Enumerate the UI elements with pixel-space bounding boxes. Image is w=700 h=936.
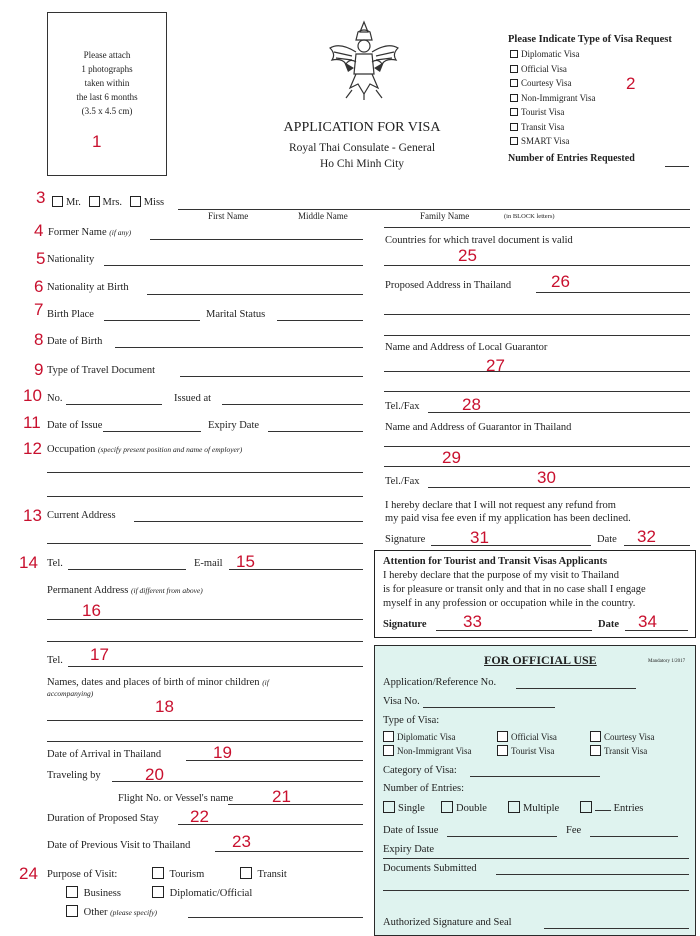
former-name-label: [48, 227, 131, 238]
checkbox-mr[interactable]: [52, 196, 63, 207]
purpose-transit[interactable]: [240, 867, 287, 880]
label-note: (if different from above): [131, 586, 203, 595]
official-expiry-label: Expiry Date: [383, 844, 435, 855]
entries-custom[interactable]: [580, 801, 643, 814]
attention-line-2: is for pleasure or transit only and that in no case shall I engage: [383, 584, 646, 595]
official-type-non-immigrant[interactable]: [383, 745, 472, 756]
checkbox-icon[interactable]: [383, 731, 394, 742]
checkbox-icon[interactable]: [590, 745, 601, 756]
marker-17: 17: [90, 645, 109, 664]
option-label: Entries: [613, 803, 644, 814]
official-date-issue-field[interactable]: [447, 836, 557, 837]
checkbox-icon[interactable]: [510, 137, 518, 145]
visa-option-courtesy[interactable]: [510, 76, 596, 91]
official-type-courtesy[interactable]: [590, 731, 655, 742]
entries-multiple[interactable]: [508, 801, 559, 814]
checkbox-icon[interactable]: [240, 867, 252, 879]
travel-doc-field[interactable]: [180, 376, 363, 377]
label-note: (if any): [109, 228, 132, 237]
children-field-1[interactable]: [47, 720, 363, 721]
purpose-tourism[interactable]: [152, 867, 204, 880]
marker-6: 6: [34, 277, 44, 296]
marital-status-label: Marital Status: [206, 309, 266, 320]
marker-1: 1: [92, 132, 102, 151]
checkbox-icon[interactable]: [508, 801, 520, 813]
attention-date-field[interactable]: [625, 630, 688, 631]
flight-label: Flight No. or Vessel's name: [118, 793, 234, 804]
checkbox-icon[interactable]: [510, 94, 518, 102]
proposed-address-field-2[interactable]: [384, 314, 690, 315]
marker-13: 13: [23, 506, 42, 525]
option-label: Double: [456, 803, 487, 814]
nationality-birth-label: Nationality at Birth: [47, 282, 129, 293]
tel2-field[interactable]: [68, 666, 363, 667]
label-text: Former Name: [48, 227, 107, 238]
arrival-label: Date of Arrival in Thailand: [47, 749, 162, 760]
date-of-birth-field[interactable]: [115, 347, 363, 348]
marker-2: 2: [626, 74, 636, 93]
title-mr-label: Mr.: [66, 197, 81, 208]
title-checkboxes: [52, 196, 164, 208]
marker-25: 25: [458, 246, 477, 265]
visa-option-diplomatic[interactable]: [510, 47, 596, 62]
purpose-business[interactable]: [66, 886, 121, 899]
purpose-diplomatic[interactable]: [152, 886, 252, 899]
checkbox-miss[interactable]: [130, 196, 141, 207]
documents-label: Documents Submitted: [383, 863, 477, 874]
attention-signature-label: Signature: [383, 619, 427, 630]
occupation-field-1[interactable]: [47, 472, 363, 473]
form-title: APPLICATION FOR VISA: [283, 120, 441, 135]
checkbox-icon[interactable]: [510, 108, 518, 116]
checkbox-icon[interactable]: [497, 731, 508, 742]
checkbox-icon[interactable]: [590, 731, 601, 742]
label-note: (please specify): [110, 908, 158, 917]
guarantor-thailand-field-1[interactable]: [384, 446, 690, 447]
countries-label: Countries for which travel document is valid: [385, 235, 573, 246]
option-label: Single: [398, 803, 425, 814]
checkbox-icon[interactable]: [383, 801, 395, 813]
label-note: (if: [262, 678, 269, 687]
duration-field[interactable]: [178, 824, 363, 825]
doc-number-label: No.: [47, 393, 63, 404]
official-type-tourist[interactable]: [497, 745, 554, 756]
marker-22: 22: [190, 807, 209, 826]
option-label: Courtesy Visa: [521, 78, 572, 88]
documents-field-2[interactable]: [383, 890, 689, 891]
form-subtitle-city: Ho Chi Minh City: [319, 158, 405, 170]
refund-declaration-2: my paid visa fee even if my application has been declined.: [385, 513, 631, 524]
option-label: Non-Immigrant Visa: [397, 746, 472, 756]
official-type-diplomatic[interactable]: [383, 731, 456, 742]
visa-option-non-immigrant[interactable]: [510, 91, 596, 106]
family-name-label: Family Name: [420, 211, 470, 221]
nationality-birth-field[interactable]: [147, 294, 363, 295]
marital-status-field[interactable]: [277, 320, 363, 321]
photo-line: taken within: [84, 78, 130, 88]
marker-26: 26: [551, 272, 570, 291]
date-of-birth-label: Date of Birth: [47, 336, 103, 347]
proposed-address-label: Proposed Address in Thailand: [385, 280, 512, 291]
current-address-label: Current Address: [47, 510, 116, 521]
tel-fax-label: Tel./Fax: [385, 401, 420, 412]
option-label: Official Visa: [521, 63, 567, 74]
checkbox-icon[interactable]: [66, 886, 78, 898]
checkbox-icon[interactable]: [152, 867, 164, 879]
official-type-label: Type of Visa:: [383, 715, 440, 726]
purpose-label: Purpose of Visit:: [47, 869, 118, 880]
expiry-date-label: Expiry Date: [208, 420, 260, 431]
visa-option-smart[interactable]: [510, 134, 596, 149]
marker-15: 15: [236, 552, 255, 571]
date-issue-label: Date of Issue: [47, 420, 103, 431]
marker-12: 12: [23, 439, 42, 458]
issued-at-label: Issued at: [174, 393, 212, 404]
official-date-issue-label: Date of Issue: [383, 825, 439, 836]
label-text: Names, dates and places of birth of minor children: [47, 677, 260, 688]
local-guarantor-field-2[interactable]: [384, 391, 690, 392]
photo-instructions: [47, 48, 167, 118]
official-type-transit[interactable]: [590, 745, 647, 756]
entries-requested-field[interactable]: [665, 166, 689, 167]
checkbox-icon[interactable]: [510, 79, 518, 87]
email-label: E-mail: [194, 558, 223, 569]
checkbox-icon[interactable]: [580, 801, 592, 813]
fee-field[interactable]: [590, 836, 678, 837]
fee-label: Fee: [566, 825, 582, 836]
official-type-official[interactable]: [497, 731, 557, 742]
marker-19: 19: [213, 743, 232, 762]
expiry-date-field[interactable]: [268, 431, 363, 432]
photo-line: (3.5 x 4.5 cm): [81, 106, 133, 116]
option-label: Non-Immigrant Visa: [521, 92, 596, 103]
date-label: Date: [597, 534, 617, 545]
option-label: Diplomatic Visa: [521, 49, 580, 59]
app-ref-field[interactable]: [516, 688, 636, 689]
birth-place-field[interactable]: [104, 320, 200, 321]
traveling-by-field[interactable]: [112, 781, 363, 782]
marker-21: 21: [272, 787, 291, 806]
first-name-label: First Name: [208, 211, 249, 221]
option-label: Diplomatic/Official: [169, 888, 253, 899]
label-text: Permanent Address: [47, 585, 129, 596]
marker-34: 34: [638, 612, 657, 631]
marker-5: 5: [36, 249, 46, 268]
prev-visit-label: Date of Previous Visit to Thailand: [47, 840, 191, 851]
visa-no-field[interactable]: [423, 707, 555, 708]
tel-fax2-field[interactable]: [428, 487, 690, 488]
marker-23: 23: [232, 832, 251, 851]
attention-signature-field[interactable]: [436, 630, 592, 631]
attention-heading: Attention for Tourist and Transit Visas Applicants: [383, 556, 608, 567]
local-guarantor-field-1[interactable]: [384, 371, 690, 372]
category-field[interactable]: [470, 776, 600, 777]
marker-9: 9: [34, 360, 44, 379]
prev-visit-field[interactable]: [215, 851, 363, 852]
attention-line-1: I hereby declare that the purpose of my visit to Thailand: [383, 570, 619, 581]
arrival-field[interactable]: [186, 760, 363, 761]
category-label: Category of Visa:: [383, 765, 457, 776]
checkbox-icon[interactable]: [383, 745, 394, 756]
proposed-address-field-1[interactable]: [536, 292, 690, 293]
children-label: [47, 677, 269, 688]
official-use-heading: FOR OFFICIAL USE: [484, 653, 597, 667]
documents-field-1[interactable]: [496, 874, 689, 875]
marker-14: 14: [19, 553, 38, 572]
option-label: Other: [83, 907, 108, 918]
nationality-label: Nationality: [47, 254, 95, 265]
option-label: Tourism: [169, 869, 205, 880]
option-label: Multiple: [523, 803, 560, 814]
occupation-field-2[interactable]: [47, 496, 363, 497]
tel2-label: Tel.: [47, 655, 63, 666]
option-label: Business: [83, 888, 121, 899]
official-small-code: Mandatory 1/2017: [648, 659, 686, 664]
option-label: Tourist Visa: [511, 746, 555, 756]
current-address-field-1[interactable]: [134, 521, 363, 522]
marker-16: 16: [82, 601, 101, 620]
option-label: Courtesy Visa: [604, 732, 655, 742]
permanent-address-field-1[interactable]: [47, 619, 363, 620]
form-subtitle: Royal Thai Consulate - General: [288, 142, 436, 154]
marker-11: 11: [23, 413, 41, 432]
checkbox-icon[interactable]: [497, 745, 508, 756]
guarantor-thailand-field-2[interactable]: [384, 466, 690, 467]
former-name-field[interactable]: [150, 239, 363, 240]
marker-28: 28: [462, 395, 481, 414]
tel-field[interactable]: [68, 569, 186, 570]
flight-field[interactable]: [228, 804, 363, 805]
marker-31: 31: [470, 528, 489, 547]
nationality-field[interactable]: [104, 265, 363, 266]
checkbox-mrs[interactable]: [89, 196, 100, 207]
entries-single[interactable]: [383, 801, 425, 814]
marker-33: 33: [463, 612, 482, 631]
checkbox-icon[interactable]: [510, 50, 518, 58]
countries-field[interactable]: [384, 265, 690, 266]
purpose-other[interactable]: [66, 905, 157, 918]
checkbox-icon[interactable]: [510, 65, 518, 73]
label-note: (specify present position and name of employer): [98, 445, 243, 454]
birth-place-label: Birth Place: [47, 309, 94, 320]
doc-number-field[interactable]: [66, 404, 162, 405]
label-text: Occupation: [47, 444, 96, 455]
marker-29: 29: [442, 448, 461, 467]
official-entries-label: Number of Entries:: [383, 783, 465, 794]
occupation-label: [47, 444, 242, 455]
marker-7: 7: [34, 300, 44, 319]
option-label: Tourist Visa: [521, 107, 565, 117]
auth-signature-label: Authorized Signature and Seal: [383, 917, 512, 928]
checkbox-icon[interactable]: [66, 905, 78, 917]
visa-option-official[interactable]: [510, 62, 596, 77]
title-mrs-label: Mrs.: [102, 197, 123, 208]
email-field[interactable]: [229, 569, 363, 570]
full-name-field[interactable]: [178, 209, 690, 210]
app-ref-label: Application/Reference No.: [383, 677, 497, 688]
visa-option-transit[interactable]: [510, 120, 596, 135]
refund-declaration-1: I hereby declare that I will not request any refund from: [385, 500, 616, 511]
tel-fax2-label: Tel./Fax: [385, 476, 420, 487]
guarantor-thailand-label: Name and Address of Guarantor in Thailand: [385, 422, 572, 433]
official-expiry-field[interactable]: [383, 858, 689, 859]
photo-line: 1 photographs: [81, 64, 133, 74]
attention-date-label: Date: [598, 619, 619, 630]
local-guarantor-label: Name and Address of Local Guarantor: [385, 342, 548, 353]
travel-doc-label: Type of Travel Document: [47, 365, 156, 376]
entries-requested-label: Number of Entries Requested: [508, 153, 635, 164]
date-issue-field[interactable]: [103, 431, 201, 432]
attention-line-3: myself in any profession or occupation while in the country.: [383, 598, 636, 609]
current-address-field-2[interactable]: [47, 543, 363, 544]
children-note: accompanying): [47, 689, 94, 698]
block-letters-note: (in BLOCK letters): [504, 213, 555, 220]
auth-signature-field[interactable]: [544, 928, 689, 929]
visa-no-label: Visa No.: [383, 696, 420, 707]
tel-fax-field[interactable]: [428, 412, 690, 413]
middle-name-label: Middle Name: [298, 211, 348, 221]
visa-option-tourist[interactable]: [510, 105, 596, 120]
purpose-other-field[interactable]: [188, 917, 363, 918]
visa-type-options: [510, 47, 596, 149]
option-label: Transit Visa: [604, 746, 648, 756]
photo-line: Please attach: [83, 50, 131, 60]
checkbox-icon[interactable]: [152, 886, 164, 898]
option-label: Transit Visa: [521, 121, 565, 132]
marker-30: 30: [537, 468, 556, 487]
checkbox-icon[interactable]: [441, 801, 453, 813]
children-field-2[interactable]: [47, 741, 363, 742]
title-miss-label: Miss: [143, 197, 165, 208]
marker-32: 32: [637, 527, 656, 546]
right-top-line[interactable]: [384, 227, 690, 228]
marker-20: 20: [145, 765, 164, 784]
marker-4: 4: [34, 221, 44, 240]
traveling-by-label: Traveling by: [47, 770, 101, 781]
marker-10: 10: [23, 386, 42, 405]
photo-line: the last 6 months: [76, 92, 138, 102]
duration-label: Duration of Proposed Stay: [47, 813, 159, 824]
marker-24: 24: [19, 864, 38, 883]
proposed-address-field-3[interactable]: [384, 335, 690, 336]
tel-label: Tel.: [47, 558, 63, 569]
option-label: Official Visa: [511, 732, 557, 742]
issued-at-field[interactable]: [222, 404, 363, 405]
option-label: Diplomatic Visa: [397, 732, 456, 742]
date-field[interactable]: [624, 545, 690, 546]
marker-18: 18: [155, 697, 174, 716]
permanent-address-field-2[interactable]: [47, 641, 363, 642]
marker-27: 27: [486, 356, 505, 375]
option-label: SMART Visa: [521, 136, 570, 146]
marker-3: 3: [36, 188, 46, 207]
option-label: Transit: [257, 869, 287, 880]
entries-double[interactable]: [441, 801, 487, 814]
checkbox-icon[interactable]: [510, 123, 518, 131]
visa-type-heading: Please Indicate Type of Visa Request: [508, 34, 672, 45]
signature-label: Signature: [385, 534, 426, 545]
permanent-address-label: [47, 585, 203, 596]
garuda-emblem-icon: [326, 18, 402, 102]
marker-8: 8: [34, 330, 44, 349]
signature-field[interactable]: [431, 545, 591, 546]
